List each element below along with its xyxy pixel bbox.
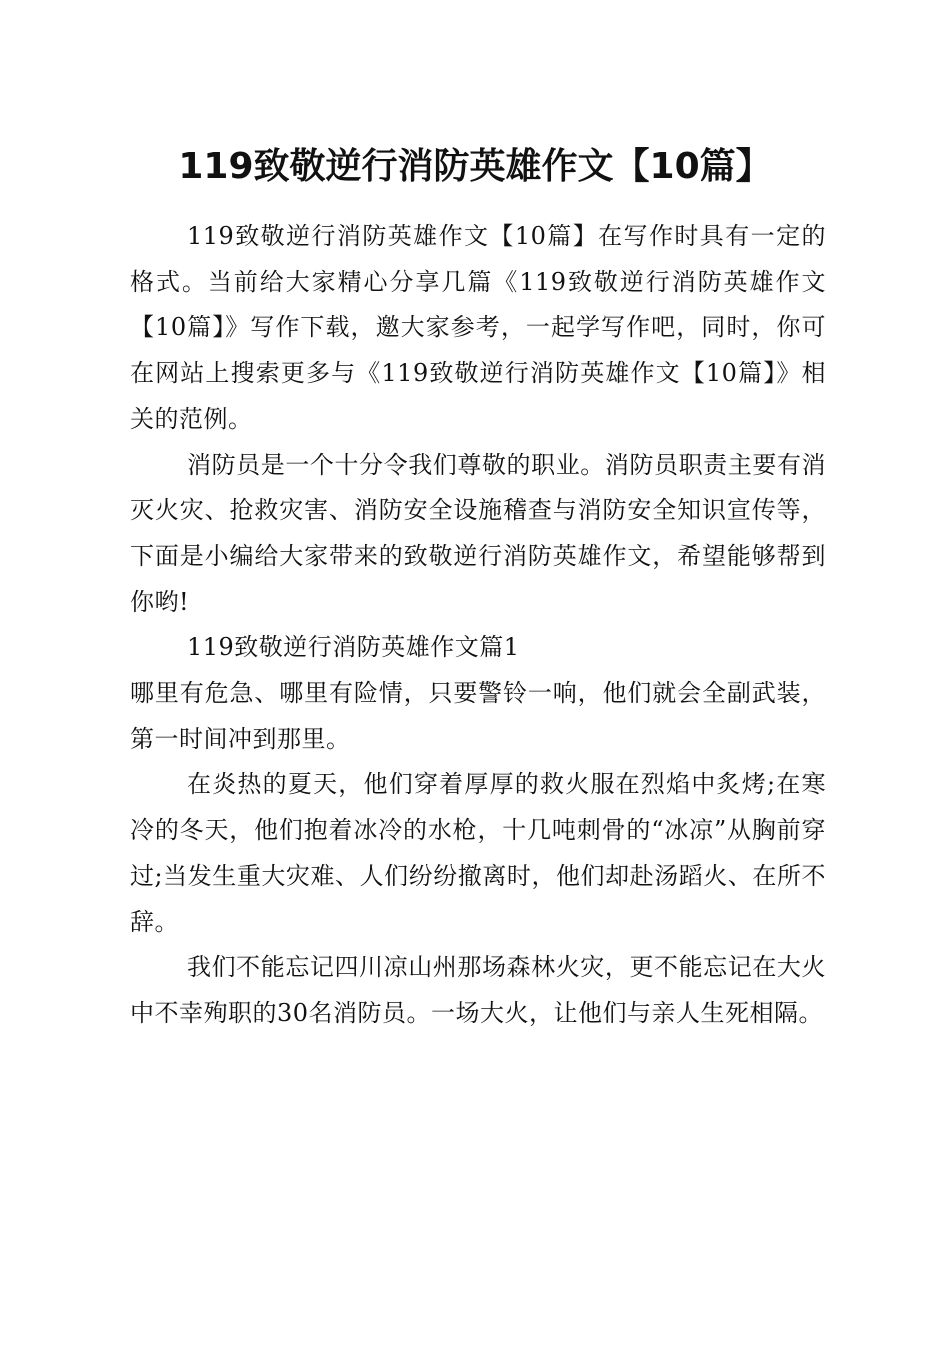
- essay-paragraph-danger: 哪里有危急、哪里有险情，只要警铃一响，他们就会全副武装，第一时间冲到那里。: [130, 679, 826, 753]
- firefighter-description-paragraph: 消防员是一个十分令我们尊敬的职业。消防员职责主要有消灭火灾、抢救灾害、消防安全设施稽查与消防安全知识宣传等，下面是小编给大家带来的致敬逆行消防英雄作文，希望能够帮到你哟!: [130, 450, 826, 616]
- document-body: [130, 214, 826, 1037]
- document-title: 119致敬逆行消防英雄作文【10篇】: [178, 146, 772, 187]
- essay-paragraph-liangshan: 我们不能忘记四川凉山州那场森林火灾，更不能忘记在大火中不幸殉职的30名消防员。一场大火，让他们与亲人生死相隔。: [130, 953, 826, 1027]
- essay-paragraph-seasons: 在炎热的夏天，他们穿着厚厚的救火服在烈焰中炙烤;在寒冷的冬天，他们抱着冰冷的水枪，十几吨刺骨的“冰凉”从胸前穿过;当发生重大灾难、人们纷纷撤离时，他们却赴汤蹈火、在所不辞。: [130, 770, 826, 936]
- intro-paragraph: 119致敬逆行消防英雄作文【10篇】在写作时具有一定的格式。当前给大家精心分享几篇《119致敬逆行消防英雄作文【10篇】》写作下载，邀大家参考，一起学写作吧，同时，你可在网站上搜索更多与《119致敬逆行消防英雄作文【10篇】》相关的范例。: [130, 222, 826, 433]
- essay-heading-paragraph: 119致敬逆行消防英雄作文篇1: [187, 633, 520, 662]
